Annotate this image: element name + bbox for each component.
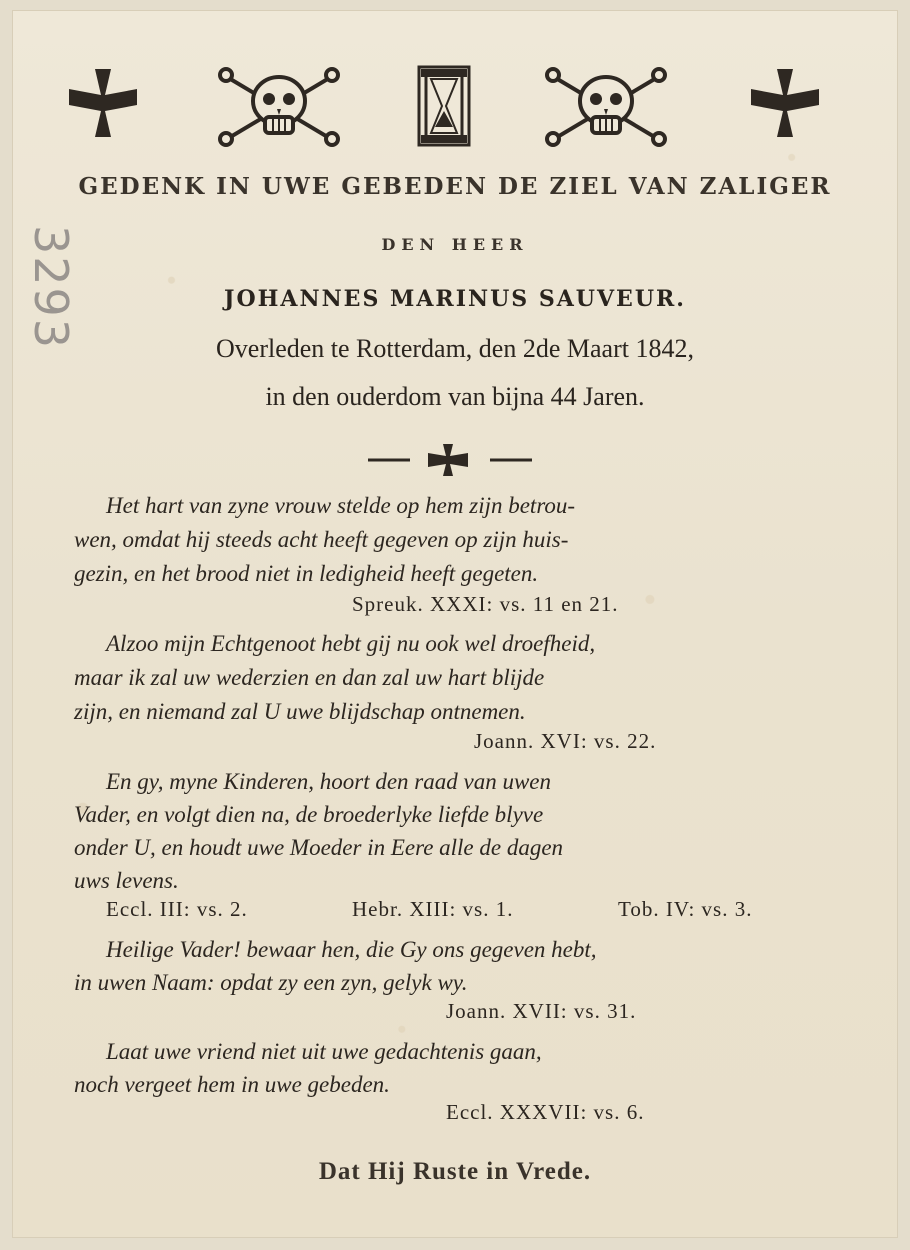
age-line: in den ouderdom van bijna 44 Jaren. [265, 382, 645, 411]
verse-line: Alzoo mijn Echtgenoot hebt gij nu ook wel droefheid, [106, 631, 596, 656]
cross-pattee-icon [747, 65, 823, 141]
deceased-name: JOHANNES MARINUS SAUVEUR. [224, 286, 686, 312]
verse-line: zijn, en niemand zal U uwe blijdschap ontnemen. [74, 699, 526, 724]
verse-line: Het hart van zyne vrouw stelde op hem zijn betrou- [106, 493, 576, 518]
verse-line: uws levens. [74, 868, 179, 893]
subheading: DEN HEER [381, 235, 529, 254]
memorial-card [12, 10, 898, 1238]
scripture-reference: Joann. XVII: vs. 31. [446, 999, 637, 1023]
closing-line: Dat Hij Ruste in Vrede. [318, 1158, 592, 1185]
scripture-reference: Joann. XVI: vs. 22. [474, 729, 657, 753]
verse-line: in uwen Naam: opdat zy een zyn, gelyk wy. [74, 970, 468, 995]
verse-line: Vader, en volgt dien na, de broederlyke liefde blyve [74, 802, 544, 827]
pencil-inventory-number: 3293 [24, 225, 78, 351]
verse-line: onder U, en houdt uwe Moeder in Eere alle de dagen [74, 835, 564, 860]
scripture-reference: Eccl. XXXVII: vs. 6. [446, 1100, 645, 1124]
scripture-reference: Eccl. III: vs. 2. [106, 897, 248, 921]
verse-line: noch vergeet hem in uwe gebeden. [74, 1072, 390, 1097]
verse-line: maar ik zal uw wederzien en dan zal uw hart blijde [74, 665, 545, 690]
verse-line: En gy, myne Kinderen, hoort den raad van uwen [106, 769, 552, 794]
verse-line: Laat uwe vriend niet uit uwe gedachtenis gaan, [106, 1039, 542, 1064]
skull-crossbones-icon [217, 67, 341, 147]
death-line: Overleden te Rotterdam, den 2de Maart 1842, [216, 334, 694, 363]
small-cross-icon [428, 444, 468, 476]
scripture-reference: Spreuk. XXXI: vs. 11 en 21. [352, 592, 619, 616]
scripture-reference: Hebr. XIII: vs. 1. [352, 897, 514, 921]
verse-line: Heilige Vader! bewaar hen, die Gy ons gegeven hebt, [106, 937, 597, 962]
scripture-reference: Tob. IV: vs. 3. [618, 897, 753, 921]
cross-divider [12, 440, 898, 480]
heading: GEDENK IN UWE GEBEDEN DE ZIEL VAN ZALIGER [78, 173, 832, 200]
verse-line: wen, omdat hij steeds acht heeft gegeven op zijn huis- [74, 527, 569, 552]
verse-line: gezin, en het brood niet in ledigheid heeft gegeten. [74, 561, 539, 586]
skull-crossbones-icon [544, 67, 668, 147]
ornament-row [12, 65, 898, 160]
cross-pattee-icon [65, 65, 141, 141]
hourglass-icon [417, 65, 471, 147]
